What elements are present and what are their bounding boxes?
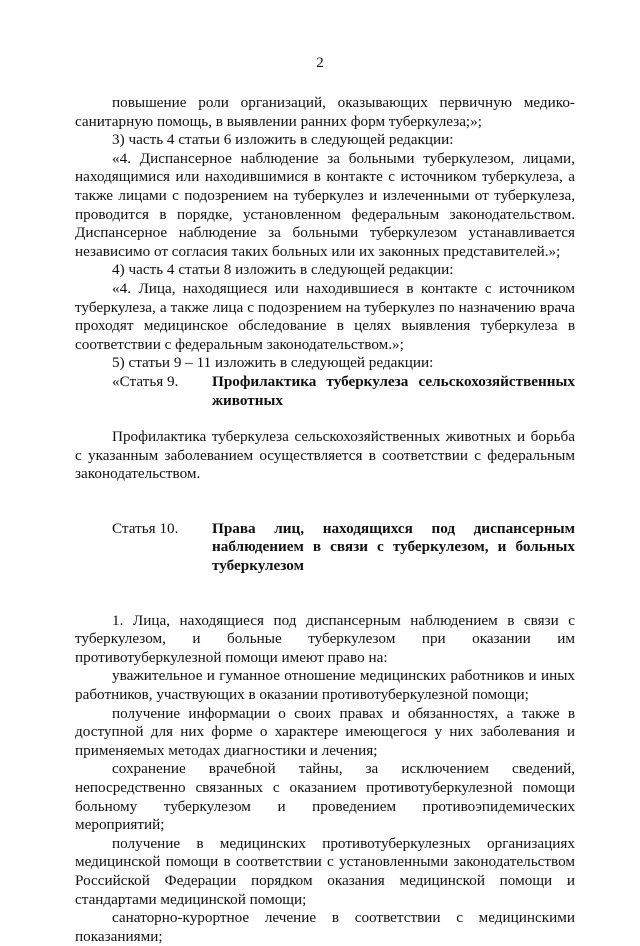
paragraph: 3) часть 4 статьи 6 изложить в следующей редакции: bbox=[112, 131, 454, 149]
article-9-title: Профилактика туберкулеза сельскохозяйственных животных bbox=[212, 372, 575, 409]
article-9-label: «Статья 9. bbox=[112, 372, 179, 390]
article-9-text: Профилактика туберкулеза сельскохозяйственных животных и борьба с указанным заболеванием осуществляется в соответствии с федеральным законодательством. bbox=[75, 428, 575, 483]
paragraph: повышение роли организаций, оказывающих первичную медико-санитарную помощь, в выявлении ранних форм туберкулеза;»; bbox=[75, 94, 575, 130]
article-10-paragraph: 1. Лица, находящиеся под диспансерным наблюдением в связи с туберкулезом, и больные туберкулезом при оказании им противотуберкулезной помощи имеют право на: bbox=[75, 611, 575, 666]
document-body bbox=[75, 94, 575, 946]
article-10-paragraph: уважительное и гуманное отношение медицинских работников и иных работников, участвующих в оказании противотуберкулезной помощи; bbox=[75, 667, 575, 704]
article-10-paragraph: санаторно-курортное лечение в соответствии с медицинскими показаниями; bbox=[75, 909, 575, 945]
paragraph: «4. Диспансерное наблюдение за больными туберкулезом, лицами, находящимися или находившимися в контакте с источником туберкулеза, а также лицами с подозрением на туберкулез и излеченными от туберкулеза, проводится в порядке, установленном федеральным законодательством. Диспансерное наблюдение за больными туберкулезом устанавливается независимо от согласия таких больных или их законных представителей.»; bbox=[75, 149, 575, 260]
article-10-label: Статья 10. bbox=[112, 519, 179, 537]
article-9-heading bbox=[75, 373, 575, 410]
article-10-paragraph: сохранение врачебной тайны, за исключением сведений, непосредственно связанных с оказанием противотуберкулезной помощи больному туберкулезом и проведением противоэпидемических мероприятий; bbox=[75, 760, 575, 834]
paragraph: 5) статьи 9 – 11 изложить в следующей редакции: bbox=[112, 354, 434, 372]
paragraph: «4. Лица, находящиеся или находившиеся в контакте с источником туберкулеза, а также лица с подозрением на туберкулез по назначению врача проходят медицинское обследование в целях выявления туберкулеза в соответствии с федеральным законодательством.»; bbox=[75, 279, 575, 353]
article-10-title: Права лиц, находящихся под диспансерным наблюдением в связи с туберкулезом, и больных туберкулезом bbox=[212, 519, 575, 575]
paragraph: 4) часть 4 статьи 8 изложить в следующей редакции: bbox=[112, 261, 454, 279]
article-10-paragraph: получение в медицинских противотуберкулезных организациях медицинской помощи в соответствии с установленными законодательством Российской Федерации порядком оказания медицинской помощи и стандартами медицинской помощи; bbox=[75, 834, 575, 908]
page-number: 2 bbox=[316, 55, 324, 71]
article-10-heading bbox=[75, 520, 575, 576]
article-10-paragraph: получение информации о своих правах и обязанностях, а также в доступной для них форме о характере имеющегося у них заболевания и применяемых методах диагностики и лечения; bbox=[75, 704, 575, 759]
